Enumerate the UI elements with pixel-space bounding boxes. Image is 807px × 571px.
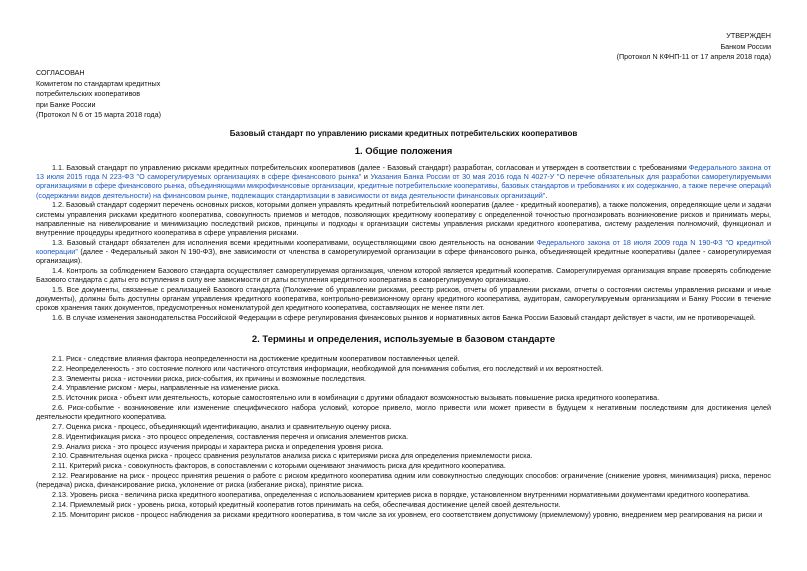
definition-item: 2.6. Риск-событие - возникновение или изменение специфического набора условий, которое привело, могло привести или может привести в будущем к негативным последствиям для достижения целей деятельности кредитного кооператива. [36, 402, 771, 422]
paragraph-text: и [361, 172, 371, 182]
agreement-block [36, 68, 276, 121]
agreement-line-4: при Банке России [36, 99, 96, 109]
definition-item: 2.7. Оценка риска - процесс, объединяющий идентификацию, анализ и сравнительную оценку риска. [52, 421, 392, 431]
section-2-body [36, 354, 771, 519]
paragraph-text: 1.3. Базовый стандарт обязателен для исполнения всеми кредитными кооперативами, осуществляющими свою деятельность на основании [52, 237, 537, 247]
definition-item: 2.1. Риск - следствие влияния фактора неопределенности на достижение кредитным кооперативом поставленных целей. [52, 354, 460, 363]
agreement-line-2: Комитетом по стандартам кредитных [36, 78, 161, 88]
paragraph-1-5: 1.5. Все документы, связанные с реализацией Базового стандарта (Положение об управлении рисками, реестр рисков, отчеты об управлении рисками, отчеты о состоянии системы управления рисками и иные документы), должны быть доступны органам управления кредитного кооператива, контрольно-ревизионному органу кредитного кооператива, аудиторам, саморегулируемым организациям и Банку России в течение сроков хранения таких документов, предусмотренных номенклатурой дел кредитного кооператива, составляющих не менее пяти лет. [36, 285, 771, 313]
agreement-line-1: СОГЛАСОВАН [36, 68, 85, 77]
paragraph-1-1 [36, 163, 771, 200]
definition-item: 2.14. Приемлемый риск - уровень риска, который кредитный кооператив готов принимать на себя, обеспечивая достижение целей своей деятельности. [52, 499, 561, 509]
paragraph-text: . [545, 190, 548, 200]
agreement-line-5: (Протокол N 6 от 15 марта 2018 года) [36, 110, 162, 119]
law-223-fz-link[interactable]: Федерального закона от 13 июля 2015 года N 223-ФЗ "О саморегулируемых организациях в сфере финансового рынка" [36, 163, 771, 182]
approval-line-3: (Протокол N КФНП-11 от 17 апреля 2018 года) [616, 52, 771, 61]
definition-item: 2.5. Источник риска - объект или деятельность, которые самостоятельно или в комбинации с другими обладают возможностью вызывать повышение риска кредитного кооператива. [52, 393, 660, 403]
approval-block [471, 31, 771, 63]
definition-item: 2.9. Анализ риска - это процесс изучения природы и характера риска и определения уровня риска. [52, 441, 384, 451]
definition-item: 2.4. Управление риском - меры, направленные на изменение риска. [52, 383, 281, 393]
section-1-heading: 1. Общие положения [354, 146, 453, 157]
law-190-fz-link[interactable]: Федерального закона от 18 июля 2009 года N 190-ФЗ "О кредитной кооперации" [36, 237, 771, 257]
paragraph-1-4: 1.4. Контроль за соблюдением Базового стандарта осуществляет саморегулируемая организация, членом которой является кредитный кооператив. Саморегулируемая организация вправе проверять соблюдение Базового стандарта с даты его вступления в силу вне зависимости от даты вступления кредитного кооператива в саморегулируемую организацию. [36, 266, 771, 285]
definition-item: 2.10. Сравнительная оценка риска - процесс сравнения результатов анализа риска с критериями риска для определения приемлемости риска. [52, 451, 533, 461]
definition-item: 2.11. Критерий риска - совокупность факторов, в сопоставлении с которыми оценивают значимость риска для кредитного кооператива. [52, 461, 506, 471]
paragraph-1-2: 1.2. Базовый стандарт содержит перечень основных рисков, которыми должен управлять кредитный потребительский кооператив (далее - кредитный кооператив), а также положения, определяющие цели и задачи системы управления рисками кредитного кооператива, совокупность приемов и методов, позволяющих кредитному кооперативу с определенной точностью прогнозировать возникновение рисков и принимать меры, направленные на нивелирование и минимизацию последствий рисков, принципы и подходы к организации системы управления рисками кредитного кооператива, систему разделения полномочий, функционал и внутренние процедуры кредитного кооператива в сфере управления рисками. [36, 200, 771, 238]
paragraph-1-3 [36, 238, 771, 266]
approval-line-1: УТВЕРЖДЕН [726, 31, 771, 40]
document-title: Базовый стандарт по управлению рисками кредитных потребительских кооперативов [229, 129, 578, 138]
section-2-heading: 2. Термины и определения, используемые в базовом стандарте [251, 334, 556, 345]
approval-line-2: Банком России [720, 41, 771, 51]
paragraph-text: (далее - Федеральный закон N 190-ФЗ), вне зависимости от членства в саморегулируемой организации в сфере финансового рынка, объединяющей кредитные кооперативы (далее - саморегулируемая организация). [36, 247, 771, 266]
definition-item: 2.3. Элементы риска - источники риска, риск-события, их причины и возможные последствия. [52, 373, 366, 383]
paragraph-text: 1.1. Базовый стандарт по управлению рисками кредитных потребительских кооперативов (далее - Базовый стандарт) разработан, согласован и утвержден в соответствии с требованиями [52, 163, 689, 172]
directive-4027-u-link[interactable]: Указания Банка России от 30 мая 2016 года N 4027-У "О перечне обязательных для разработки саморегулируемыми организациями в сфере финансового рынка, объединяющими микрофинансовые организации, кредитные потребительские кооперативы, базовых стандартов и требованиях к их содержанию, а также перечне операций (содержании видов деятельности) на финансовом рынке, подлежащих стандартизации в зависимости от вида деятельности финансовых организаций" [36, 172, 771, 200]
definition-item: 2.2. Неопределенность - это состояние полного или частичного отсутствия информации, необходимой для понимания события, его последствий и их вероятностей. [52, 363, 604, 373]
agreement-line-3: потребительских кооперативов [36, 89, 141, 98]
definition-item: 2.13. Уровень риска - величина риска кредитного кооператива, определенная с использованием критериев риска в порядке, установленном внутренними нормативными документами кредитного кооператива. [52, 489, 751, 499]
definition-item: 2.12. Реагирование на риск - процесс принятия решения о работе с риском кредитного кооператива одним или совокупностью следующих способов: ограничение (снижение уровня, минимизация) риска, перенос (передача) риска, финансирование риска, уклонение от риска (избегание риска), принятие риска. [36, 470, 771, 490]
paragraph-1-6: 1.6. В случае изменения законодательства Российской Федерации в сфере регулирования финансовых рынков и нормативных актов Банка России Базовый стандарт действует в части, им не противоречащей. [52, 313, 756, 323]
definition-item: 2.15. Мониторинг рисков - процесс наблюдения за рисками кредитного кооператива, в том числе за их уровнем, его соответствием допустимому (приемлемому) уровню, внедрением мер реагирования на риски и [52, 509, 763, 519]
definition-item: 2.8. Идентификация риска - это процесс определения, составления перечня и описания элементов риска. [52, 431, 409, 441]
section-1-body [36, 163, 771, 323]
